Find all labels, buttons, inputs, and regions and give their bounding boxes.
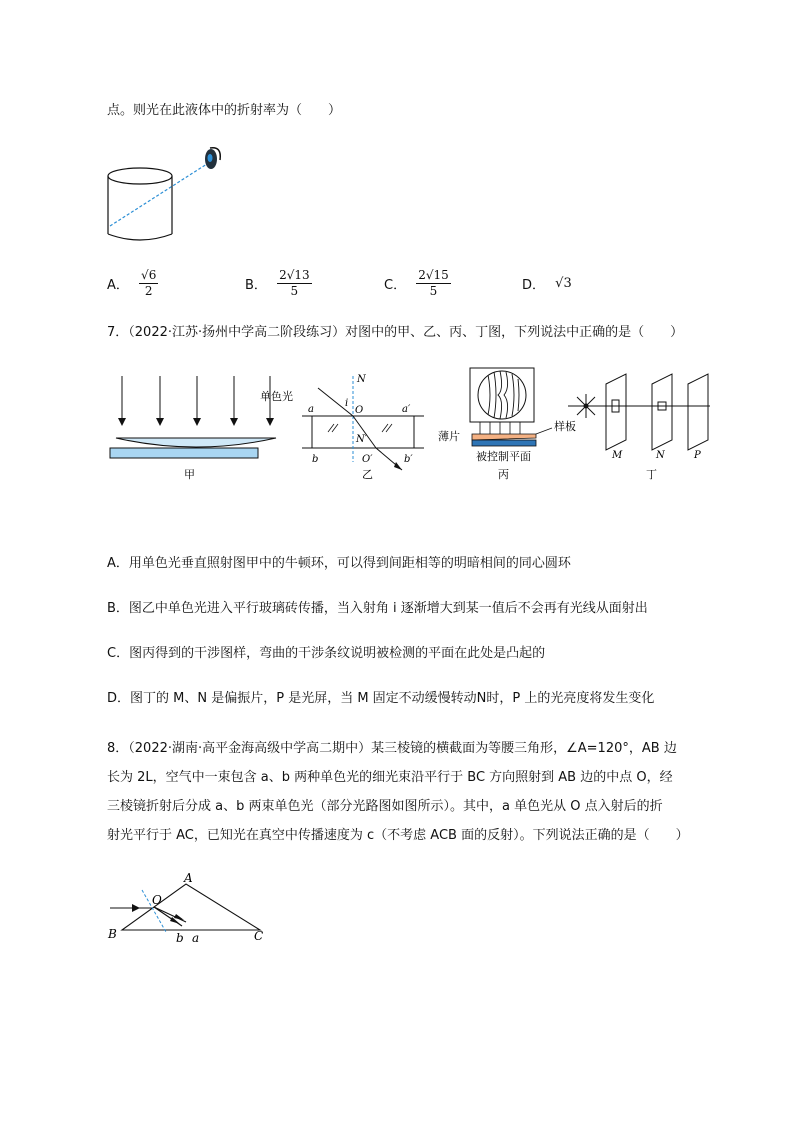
- eye-icon: [205, 148, 220, 169]
- q6-option-a[interactable]: A． $\frac{√6}{2}$: [107, 268, 157, 298]
- q7-figures: [100, 366, 720, 490]
- q7-stem: 7．（2022·江苏·扬州中学高二阶段练习）对图中的甲、乙、丙、丁图，下列说法中正确的是（ ）: [107, 325, 684, 340]
- q8-line-1: 8．（2022·湖南·高平金海高级中学高二期中）某三棱镜的横截面为等腰三角形，∠A=120°，AB 边: [107, 741, 677, 756]
- svg-text:单色光: 单色光: [260, 390, 293, 403]
- q6-option-d[interactable]: D． √3: [522, 276, 572, 293]
- figure-bing: [438, 368, 576, 481]
- svg-text:b: b: [176, 931, 184, 945]
- figure-ding: [568, 374, 710, 481]
- svg-text:丙: 丙: [498, 468, 509, 481]
- q7-option-d[interactable]: D．图丁的 M、N 是偏振片，P 是光屏，当 M 固定不动缓慢转动N时，P 上的光亮度将发生变化: [107, 691, 655, 706]
- q7-option-b[interactable]: B．图乙中单色光进入平行玻璃砖传播，当入射角 i 逐渐增大到某一值后不会再有光线从面射出: [107, 601, 648, 616]
- q6-option-b[interactable]: B． $\frac{2√13}{5}$: [245, 268, 310, 298]
- svg-text:M: M: [612, 450, 623, 461]
- svg-text:a′: a′: [402, 404, 411, 415]
- figure-jia: [110, 376, 276, 481]
- q8-prism-figure: [100, 868, 280, 948]
- q8-line-3: 三棱镜折射后分成 a、b 两束单色光（部分光路图如图所示）。其中，a 单色光从 O 点入射后的折: [107, 799, 663, 814]
- q6-cylinder-figure: [100, 140, 240, 246]
- svg-text:O′: O′: [362, 454, 373, 465]
- svg-text:P: P: [694, 450, 701, 461]
- svg-text:甲: 甲: [184, 468, 195, 481]
- svg-text:样板: 样板: [554, 420, 576, 433]
- svg-text:被控制平面: 被控制平面: [476, 450, 531, 463]
- svg-text:i: i: [345, 398, 349, 409]
- q8-line-2: 长为 2L，空气中一束包含 a、b 两种单色光的细光束沿平行于 BC 方向照射到 AB 边的中点 O，经: [107, 770, 673, 785]
- svg-text:薄片: 薄片: [438, 430, 460, 443]
- svg-text:B: B: [108, 927, 117, 941]
- q7-option-c[interactable]: C．图丙得到的干涉图样，弯曲的干涉条纹说明被检测的平面在此处是凸起的: [107, 646, 546, 661]
- q7-option-a[interactable]: A．用单色光垂直照射图甲中的牛顿环，可以得到间距相等的明暗相间的同心圆环: [107, 556, 571, 571]
- svg-text:丁: 丁: [646, 468, 657, 481]
- svg-text:N′: N′: [356, 434, 368, 445]
- svg-text:乙: 乙: [362, 468, 373, 481]
- svg-text:C: C: [254, 929, 264, 943]
- svg-text:N: N: [656, 450, 665, 461]
- q6-text: 点。则光在此液体中的折射率为（ ）: [107, 103, 342, 118]
- svg-text:O: O: [355, 405, 364, 416]
- figure-yi: [260, 374, 424, 481]
- svg-text:b′: b′: [404, 454, 413, 465]
- svg-text:a: a: [308, 404, 314, 415]
- svg-text:a: a: [192, 931, 200, 945]
- q6-option-c[interactable]: C． $\frac{2√15}{5}$: [384, 268, 449, 298]
- svg-text:b: b: [312, 454, 319, 465]
- q8-line-4: 射光平行于 AC，已知光在真空中传播速度为 c（不考虑 ACB 面的反射）。下列说法正确的是（ ）: [107, 828, 689, 843]
- svg-text:A: A: [184, 871, 193, 885]
- svg-text:O: O: [152, 893, 162, 907]
- svg-text:N: N: [357, 374, 366, 385]
